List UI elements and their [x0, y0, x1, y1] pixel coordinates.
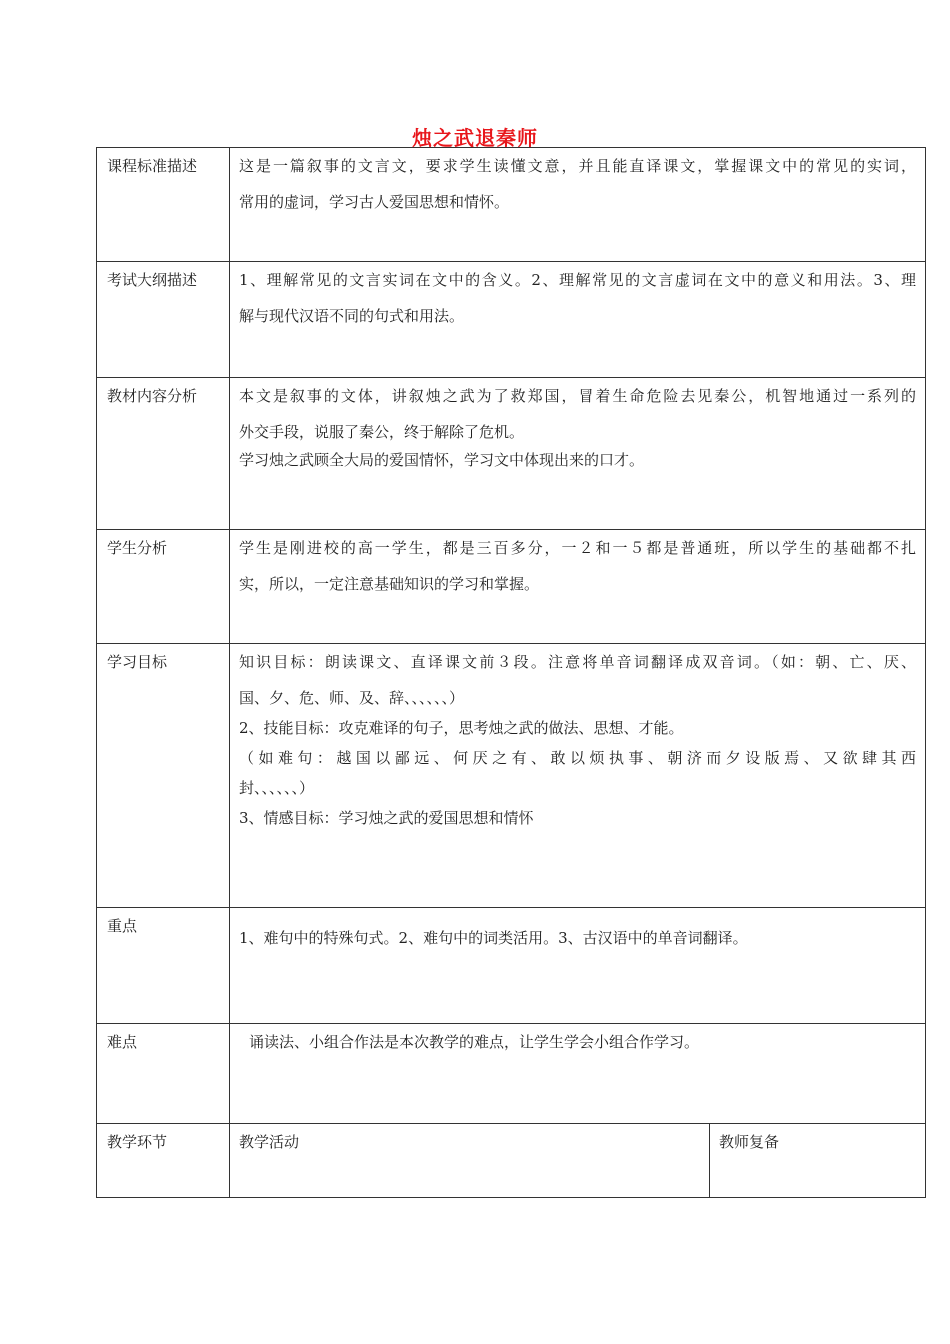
row-label: 课程标准描述 — [97, 148, 230, 262]
column-header-stage: 教学环节 — [97, 1124, 230, 1198]
row-label: 难点 — [97, 1024, 230, 1124]
table-row — [97, 644, 926, 908]
column-header-activity: 教学活动 — [230, 1124, 710, 1198]
content-line: 3、情感目标：学习烛之武的爱国思想和情怀 — [239, 809, 534, 827]
row-content — [230, 148, 926, 262]
row-content — [230, 908, 926, 1024]
table-row — [97, 378, 926, 530]
content-line: 国、夕、危、师、及、辞、、、、、、） — [239, 689, 465, 707]
content-line: 1、理解常见的文言实词在文中的含义。2、理解常见的文言虚词在文中的意义和用法。3、理 — [239, 271, 918, 289]
row-label: 学习目标 — [97, 644, 230, 908]
row-content — [230, 262, 926, 378]
column-header-teacher-notes: 教师复备 — [710, 1124, 926, 1198]
content-line: （如难句：越国以鄙远、何厌之有、敢以烦执事、朝济而夕设版焉、又欲肆其西 — [239, 749, 918, 767]
page-title: 烛之武退秦师 — [412, 126, 538, 150]
row-content — [230, 530, 926, 644]
row-label: 重点 — [97, 908, 230, 1024]
row-content — [230, 378, 926, 530]
row-label: 考试大纲描述 — [97, 262, 230, 378]
content-line: 1、难句中的特殊句式。2、难句中的词类活用。3、古汉语中的单音词翻译。 — [239, 929, 748, 947]
table-row — [97, 908, 926, 1024]
content-line: 这是一篇叙事的文言文，要求学生读懂文意，并且能直译课文，掌握课文中的常见的实词， — [239, 157, 918, 175]
lesson-plan-table — [96, 147, 926, 1198]
content-line: 本文是叙事的文体，讲叙烛之武为了救郑国，冒着生命危险去见秦公，机智地通过一系列的 — [239, 387, 918, 405]
content-line: 知识目标：朗读课文、直译课文前３段。注意将单音词翻译成双音词。（如：朝、亡、厌、 — [239, 653, 918, 671]
row-label: 教材内容分析 — [97, 378, 230, 530]
content-line: 外交手段，说服了秦公，终于解除了危机。 — [239, 423, 525, 441]
content-line: 实，所以，一定注意基础知识的学习和掌握。 — [239, 575, 540, 593]
content-line: 2、技能目标：攻克难译的句子，思考烛之武的做法、思想、才能。 — [239, 719, 684, 737]
table-row — [97, 1024, 926, 1124]
row-content — [230, 1024, 926, 1124]
row-label: 学生分析 — [97, 530, 230, 644]
table-row — [97, 148, 926, 262]
content-line: 学习烛之武顾全大局的爱国情怀，学习文中体现出来的口才。 — [239, 451, 645, 469]
table-header-row — [97, 1124, 926, 1198]
content-line: 解与现代汉语不同的句式和用法。 — [239, 307, 465, 325]
content-line: 常用的虚词，学习古人爱国思想和情怀。 — [239, 193, 510, 211]
content-line: 诵读法、小组合作法是本次教学的难点，让学生学会小组合作学习。 — [249, 1033, 700, 1051]
table-row — [97, 530, 926, 644]
content-line: 学生是刚进校的高一学生，都是三百多分，一２和一５都是普通班，所以学生的基础都不扎 — [239, 539, 918, 557]
table-row — [97, 262, 926, 378]
row-content — [230, 644, 926, 908]
content-line: 封、、、、、、） — [239, 779, 315, 797]
